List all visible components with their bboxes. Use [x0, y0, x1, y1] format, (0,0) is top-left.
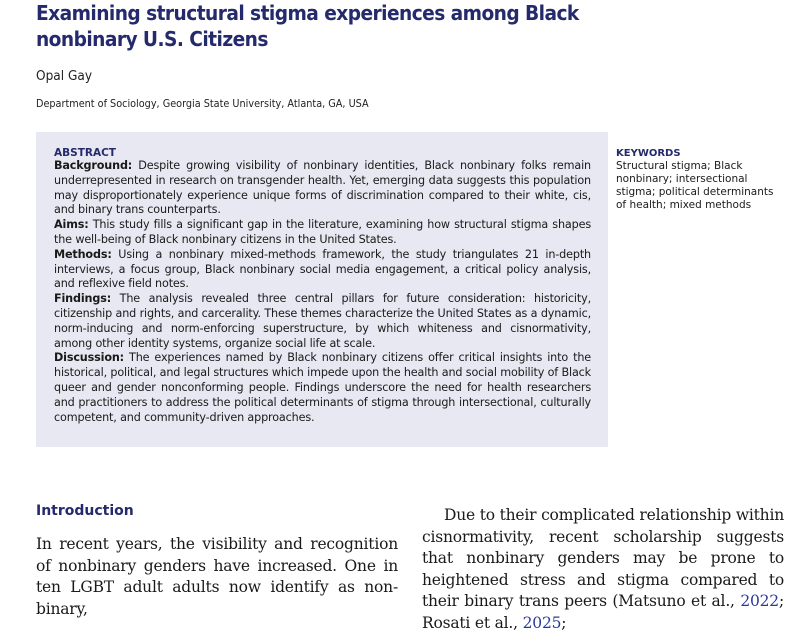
abstract-aims-text: This study fills a significant gap in the literature, examining how structural stigma shapes the well-being of Black nonbinary citizens in the United States.	[54, 218, 591, 246]
abstract-discussion-label: Discussion:	[54, 351, 125, 365]
abstract-background-label: Background:	[54, 159, 133, 172]
keywords-block	[616, 148, 786, 212]
keywords-text: Structural stigma; Black nonbinary; intersectional stigma; political determinants of health; mixed methods	[616, 160, 774, 211]
intro-right-text-after: ;	[561, 613, 567, 632]
abstract-aims-label: Aims:	[54, 218, 89, 232]
intro-right-text-before: Due to their complicated relationship within cisnormativity, recent scholarship suggests that nonbinary genders may be prone to heightened stress and stigma compared to their binary trans peers (Matsuno et al.,	[422, 506, 784, 610]
intro-right-column	[422, 505, 784, 634]
abstract-discussion	[54, 351, 591, 425]
author-affiliation: Department of Sociology, Georgia State University, Atlanta, GA, USA	[36, 97, 369, 110]
abstract-methods-text: Using a nonbinary mixed-methods framework, the study triangulates 21 in-depth interviews, a focus group, Black nonbinary social media engagement, a critical policy analysis, and reflexive field notes.	[54, 247, 591, 291]
intro-left-column: In recent years, the visibility and recognition of nonbinary genders have increased. One in ten LGBT adult adults now identify as non-binary,	[36, 535, 398, 618]
abstract-heading: ABSTRACT	[54, 147, 116, 159]
abstract-discussion-text: The experiences named by Black nonbinary citizens offer critical insights into the historical, political, and legal structures which impede upon the health and social mobility of Black queer and gender nonconforming people. Findings underscore the need for health researchers and practitioners to address the political determinants of stigma through intersectional, culturally competent, and community-driven approaches.	[54, 351, 591, 424]
abstract-content	[54, 147, 591, 425]
abstract-methods	[54, 248, 591, 292]
intro-right-text-middle: ; Rosati et al.,	[422, 592, 784, 632]
abstract-findings	[54, 292, 591, 351]
abstract-aims	[54, 218, 591, 248]
abstract-background	[54, 159, 591, 218]
keywords-heading: KEYWORDS	[616, 148, 681, 159]
paper-title: Examining structural stigma experiences among Black nonbinary U.S. Citizens	[36, 1, 579, 51]
citation-link-rosati[interactable]: 2025	[522, 613, 562, 632]
abstract-methods-label: Methods:	[54, 247, 112, 261]
abstract-findings-text: The analysis revealed three central pillars for future consideration: historicity, citizenship and rights, and carcerality. These themes characterize the United States as a dynamic, norm-inducing and norm-enforcing superstructure, by which whiteness and cisnormativity, among other identity systems, organize social life at scale.	[54, 292, 591, 350]
abstract-background-text: Despite growing visibility of nonbinary identities, Black nonbinary folks remain underrepresented in research on transgender health. Yet, emerging data suggests this population may disproportionately experience unique forms of discrimination compared to their white, cis, and binary trans counterparts.	[54, 159, 591, 217]
author-name: Opal Gay	[36, 68, 93, 84]
abstract-findings-label: Findings:	[54, 292, 112, 306]
abstract-box	[36, 132, 608, 447]
section-heading-introduction: Introduction	[36, 503, 134, 519]
citation-link-matsuno[interactable]: 2022	[740, 592, 779, 610]
